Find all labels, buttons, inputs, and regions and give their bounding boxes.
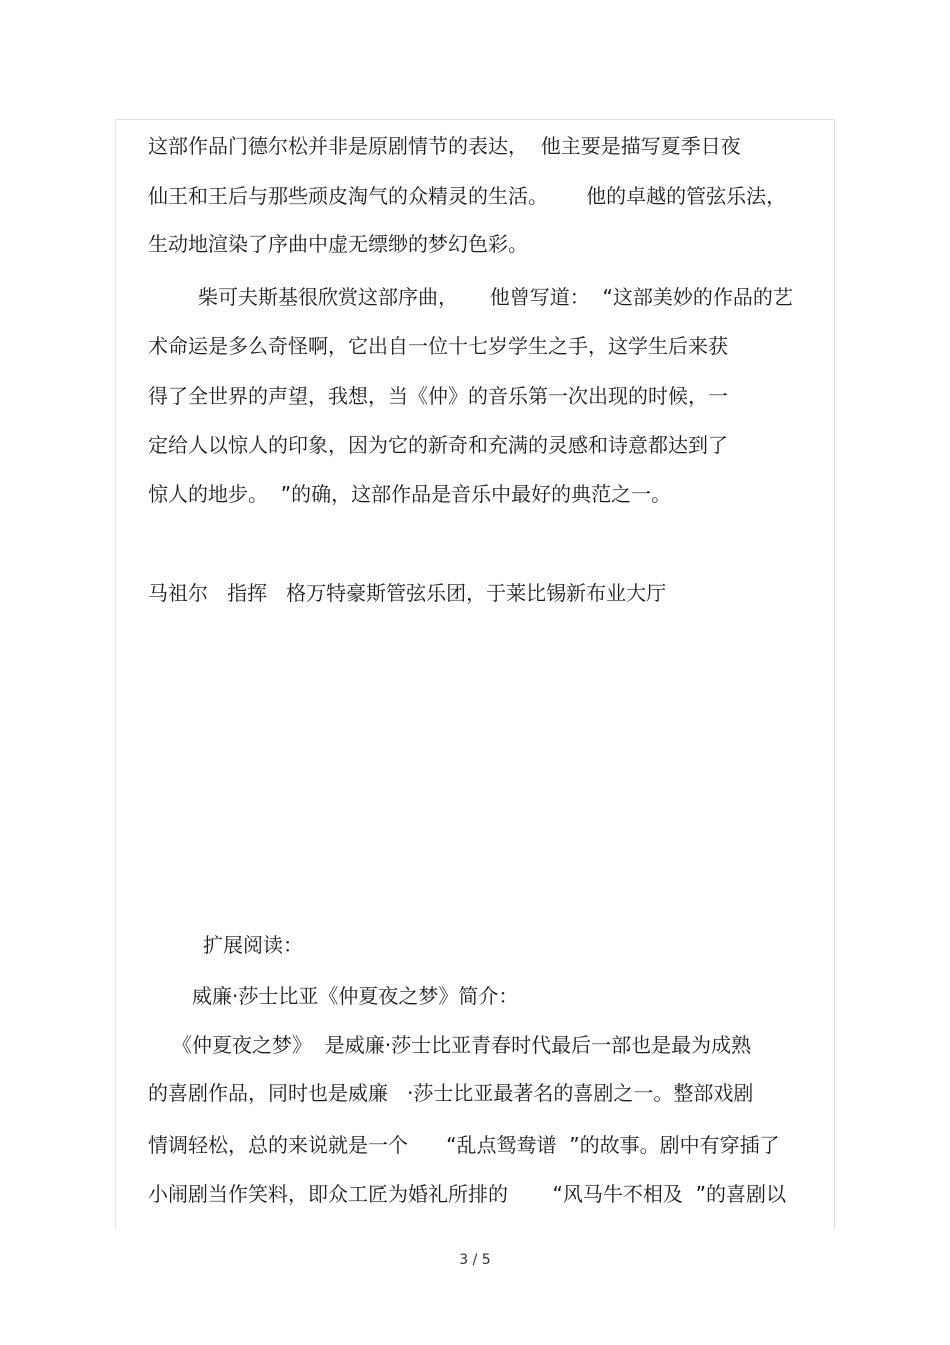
paragraph3-line: 小闹剧当作笑料，即众工匠为婚礼所排的 “风马牛不相及 ”的喜剧以 — [148, 1182, 786, 1206]
page-number: 3 / 5 — [459, 1252, 491, 1268]
intro-heading: 威廉·莎士比亚《仲夏夜之梦》简介： — [192, 984, 519, 1008]
paragraph1-line: 生动地渲染了序曲中虚无缥缈的梦幻色彩。 — [148, 232, 528, 256]
paragraph2-line: 柴可夫斯基很欣赏这部序曲， 他曾写道： “这部美妙的作品的艺 — [198, 285, 793, 309]
paragraph1-line: 仙王和王后与那些顽皮淘气的众精灵的生活。 他的卓越的管弦乐法， — [148, 184, 787, 208]
extended-reading-heading: 扩展阅读： — [203, 933, 303, 957]
performance-credit: 马祖尔 指挥 格万特豪斯管弦乐团，于莱比锡新布业大厅 — [148, 581, 667, 605]
paragraph3-line: 的喜剧作品，同时也是威廉 ·莎士比亚最著名的喜剧之一。整部戏剧 — [148, 1081, 754, 1105]
paragraph2-line: 术命运是多么奇怪啊，它出自一位十七岁学生之手，这学生后来获 — [148, 334, 728, 358]
paragraph2-line: 定给人以惊人的印象，因为它的新奇和充满的灵感和诗意都达到了 — [148, 433, 728, 457]
paragraph2-line: 惊人的地步。 ”的确，这部作品是音乐中最好的典范之一。 — [148, 482, 672, 506]
paragraph2-line: 得了全世界的声望，我想，当《仲》的音乐第一次出现的时候，一 — [148, 384, 728, 408]
paragraph3-line: 《仲夏夜之梦》 是威廉·莎士比亚青春时代最后一部也是最为成熟 — [172, 1033, 752, 1057]
paragraph3-line: 情调轻松，总的来说就是一个 “乱点鸳鸯谱 ”的故事。剧中有穿插了 — [148, 1133, 780, 1157]
paragraph1-line: 这部作品门德尔松并非是原剧情节的表达， 他主要是描写夏季日夜 — [148, 134, 741, 158]
